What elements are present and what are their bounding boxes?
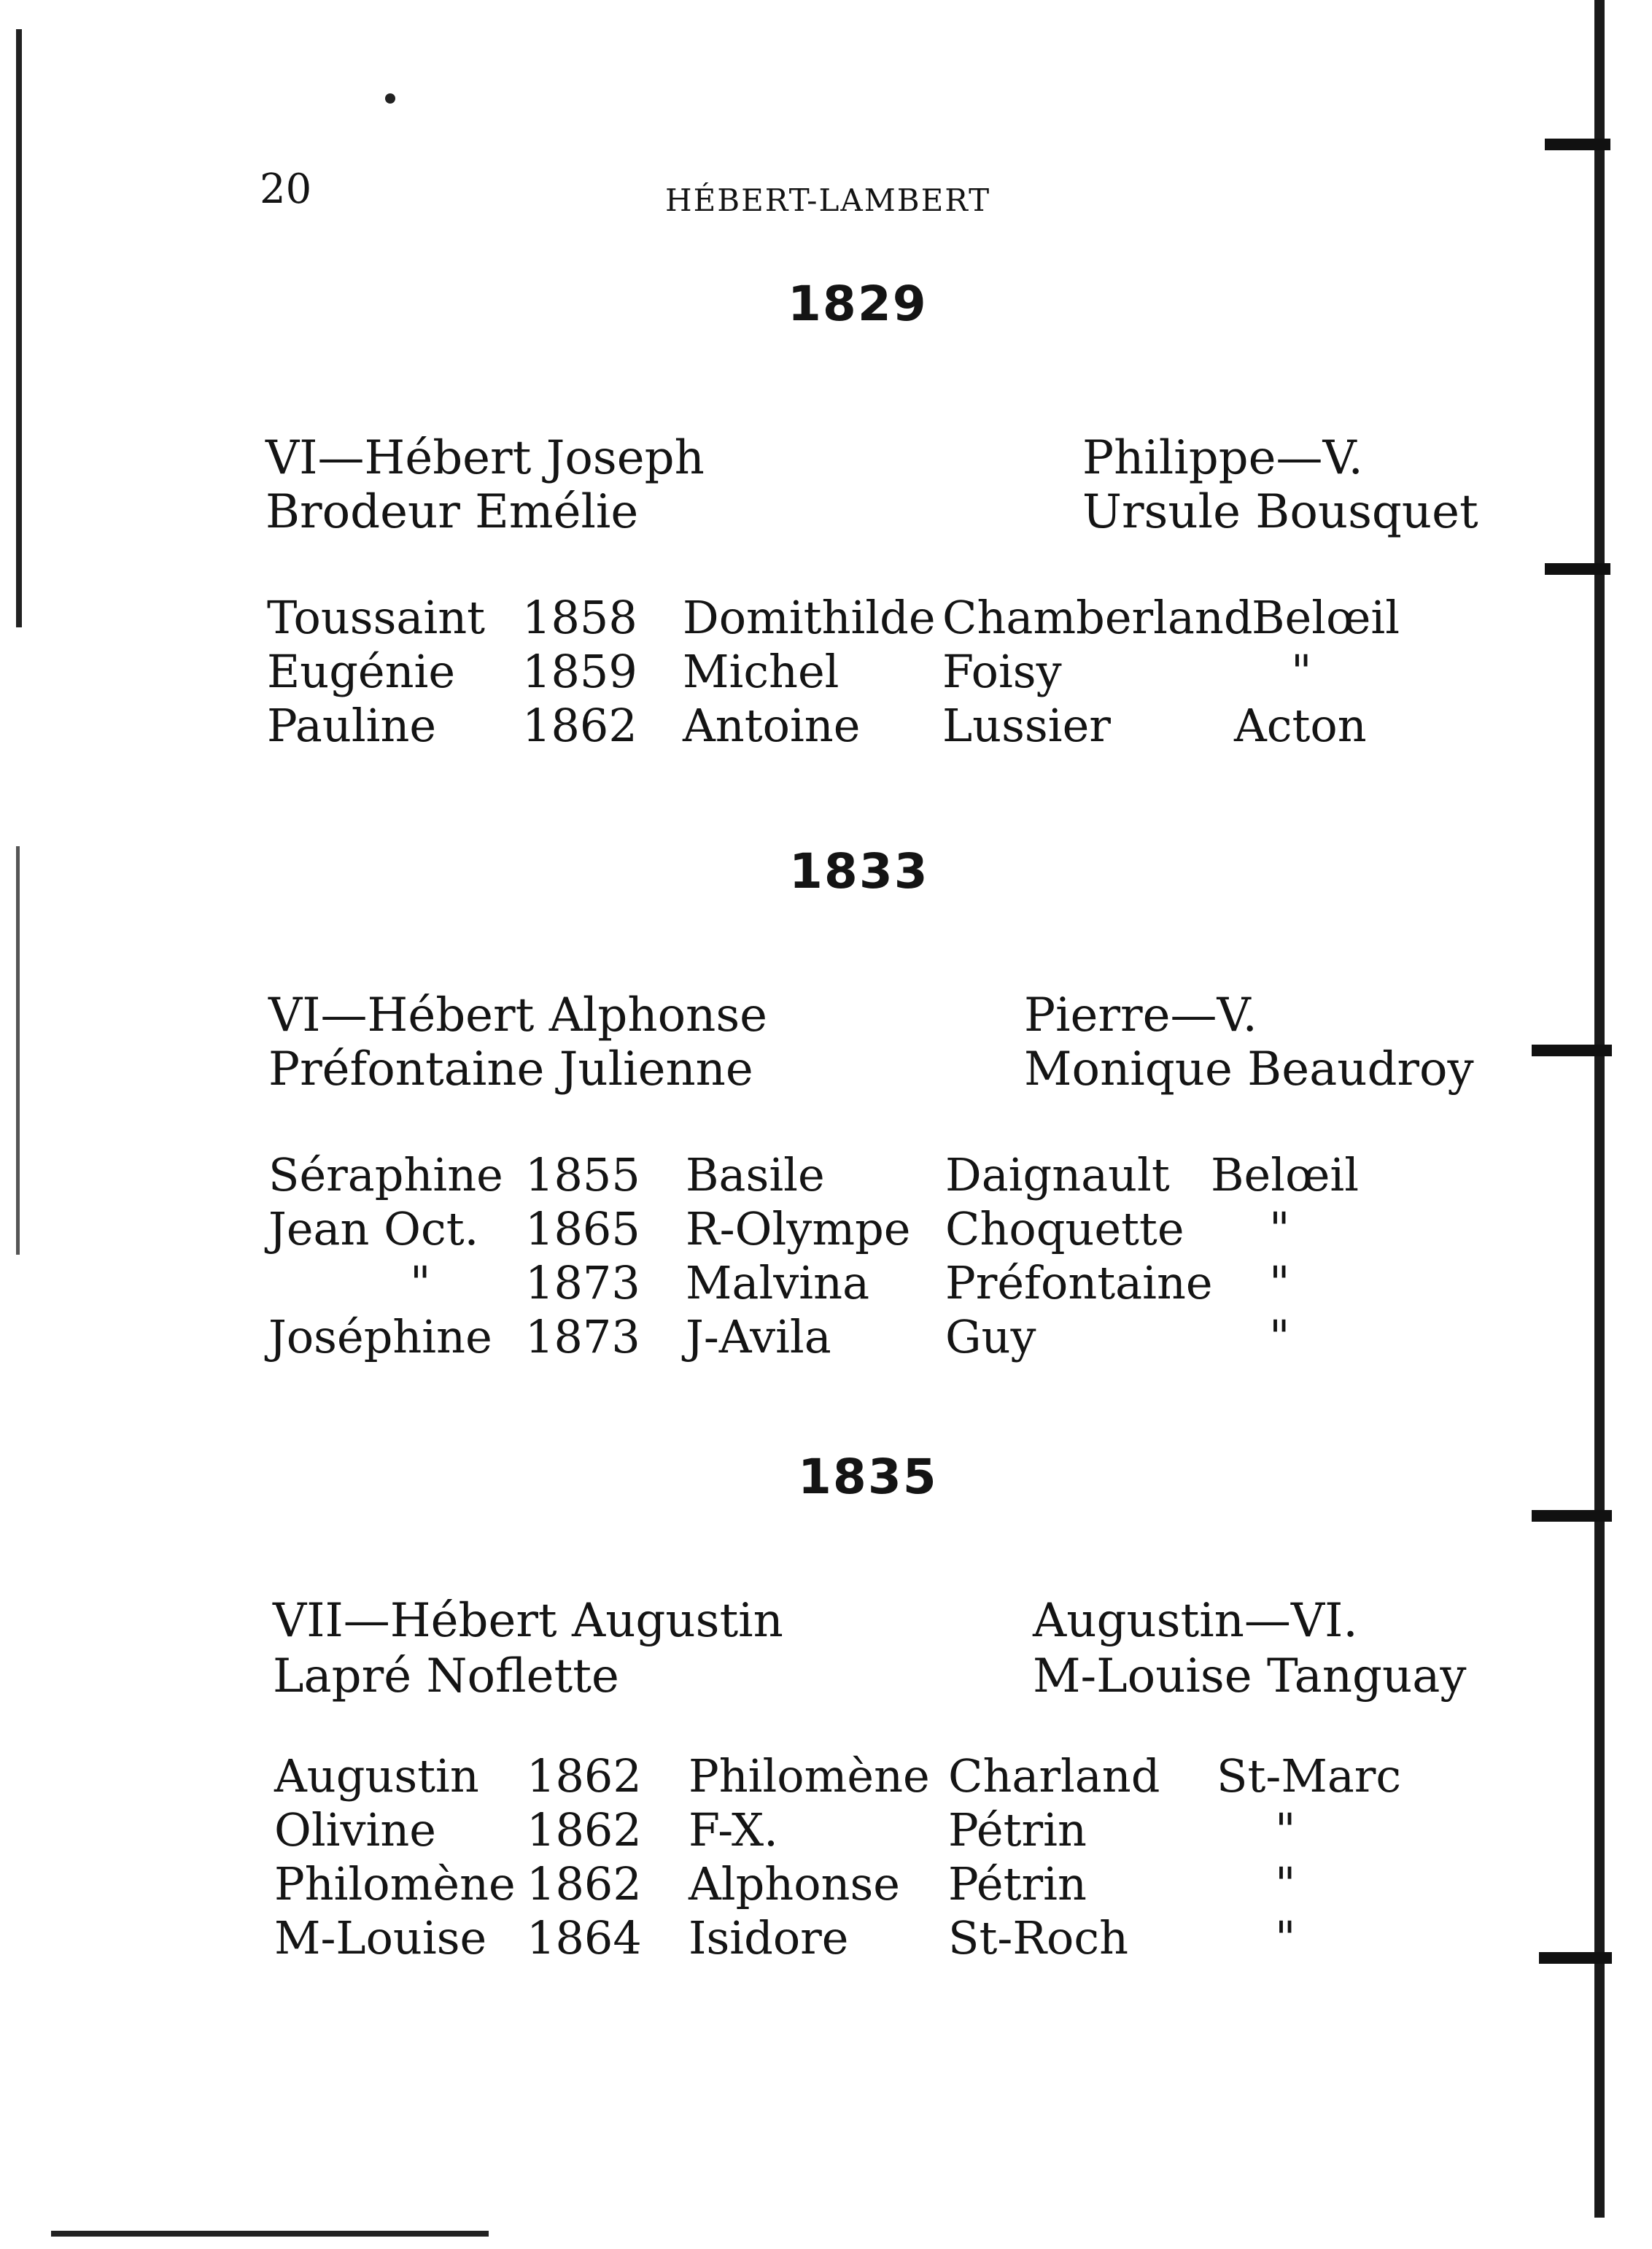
- ink-speck: [385, 93, 395, 104]
- marriage-place: St-Marc: [1217, 1749, 1402, 1803]
- section-year: 1833: [789, 843, 929, 899]
- spouse-first-name: R-Olympe: [686, 1202, 911, 1255]
- spouse-last-name: Choquette: [945, 1202, 1184, 1255]
- child-name: Toussaint: [267, 591, 486, 644]
- marriage-year: 1873: [525, 1310, 640, 1363]
- spouse-last-name: St-Roch: [948, 1911, 1129, 1965]
- wife-mother: Monique Beaudroy: [1024, 1042, 1474, 1096]
- spouse-last-name: Guy: [945, 1310, 1036, 1363]
- scan-edge-left-lower: [16, 846, 20, 1255]
- spouse-last-name: Foisy: [942, 645, 1062, 698]
- child-name: Joséphine: [268, 1310, 492, 1363]
- child-name: Jean Oct.: [268, 1202, 479, 1255]
- child-name: Olivine: [274, 1803, 436, 1857]
- wife-mother: Ursule Bousquet: [1082, 485, 1478, 539]
- spouse-first-name: Domithilde: [683, 591, 936, 644]
- spouse-first-name: Basile: [686, 1148, 825, 1201]
- section-year: 1829: [788, 276, 928, 332]
- child-name: Séraphine: [268, 1148, 503, 1201]
- wife-name: Préfontaine Julienne: [268, 1042, 753, 1096]
- spouse-first-name: Isidore: [689, 1911, 849, 1965]
- marriage-place: ": [1291, 645, 1312, 698]
- running-title: HÉBERT-LAMBERT: [665, 182, 991, 218]
- marriage-year: 1862: [527, 1803, 642, 1857]
- husband-name: VI—Hébert Alphonse: [268, 988, 768, 1042]
- marriage-place: Belœil: [1211, 1148, 1360, 1201]
- wife-name: Lapré Noflette: [273, 1649, 619, 1703]
- wife-mother: M-Louise Tanguay: [1033, 1649, 1467, 1703]
- spouse-first-name: Philomène: [689, 1749, 930, 1803]
- spouse-last-name: Lussier: [942, 699, 1111, 752]
- marriage-year: 1859: [522, 645, 637, 698]
- child-name: M-Louise: [274, 1911, 487, 1965]
- spouse-first-name: Michel: [683, 645, 839, 698]
- spouse-first-name: F-X.: [689, 1803, 778, 1857]
- marriage-place: ": [1269, 1256, 1290, 1309]
- spouse-first-name: Antoine: [683, 699, 861, 752]
- marriage-year: 1862: [527, 1749, 642, 1803]
- husband-father: Augustin—VI.: [1033, 1594, 1358, 1648]
- spouse-last-name: Charland: [948, 1749, 1160, 1803]
- section-year: 1835: [798, 1449, 938, 1505]
- marriage-place: Acton: [1234, 699, 1367, 752]
- binding-stitch: [1539, 1952, 1612, 1964]
- husband-father: Philippe—V.: [1082, 431, 1363, 485]
- child-name: Eugénie: [267, 645, 456, 698]
- husband-name: VI—Hébert Joseph: [265, 431, 705, 485]
- child-name: Augustin: [274, 1749, 479, 1803]
- spouse-first-name: Alphonse: [689, 1857, 900, 1911]
- spouse-last-name: Pétrin: [948, 1857, 1087, 1911]
- marriage-place: Belœil: [1252, 591, 1400, 644]
- spouse-last-name: Daignault: [945, 1148, 1170, 1201]
- marriage-year: 1862: [527, 1857, 642, 1911]
- binding-edge-right: [1594, 0, 1605, 2218]
- child-name: Philomène: [274, 1857, 516, 1911]
- spouse-first-name: J-Avila: [686, 1310, 831, 1363]
- husband-father: Pierre—V.: [1024, 988, 1257, 1042]
- binding-stitch: [1532, 1045, 1612, 1056]
- wife-name: Brodeur Emélie: [265, 485, 639, 539]
- husband-name: VII—Hébert Augustin: [273, 1594, 783, 1648]
- spouse-last-name: Pétrin: [948, 1803, 1087, 1857]
- scan-edge-left: [16, 29, 22, 627]
- binding-stitch: [1532, 1510, 1612, 1522]
- marriage-place: ": [1269, 1202, 1290, 1255]
- marriage-year: 1855: [525, 1148, 640, 1201]
- page-number: 20: [260, 166, 312, 213]
- marriage-year: 1865: [525, 1202, 640, 1255]
- marriage-year: 1873: [525, 1256, 640, 1309]
- bottom-rule: [51, 2231, 489, 2237]
- marriage-place: ": [1275, 1911, 1296, 1965]
- marriage-place: ": [1275, 1857, 1296, 1911]
- marriage-place: ": [1275, 1803, 1296, 1857]
- child-name: ": [410, 1256, 431, 1309]
- marriage-year: 1864: [527, 1911, 642, 1965]
- marriage-year: 1858: [522, 591, 637, 644]
- marriage-year: 1862: [522, 699, 637, 752]
- binding-stitch: [1545, 563, 1610, 575]
- spouse-last-name: Préfontaine: [945, 1256, 1213, 1309]
- marriage-place: ": [1269, 1310, 1290, 1363]
- spouse-first-name: Malvina: [686, 1256, 870, 1309]
- spouse-last-name: Chamberland: [942, 591, 1253, 644]
- binding-stitch: [1545, 139, 1610, 150]
- child-name: Pauline: [267, 699, 437, 752]
